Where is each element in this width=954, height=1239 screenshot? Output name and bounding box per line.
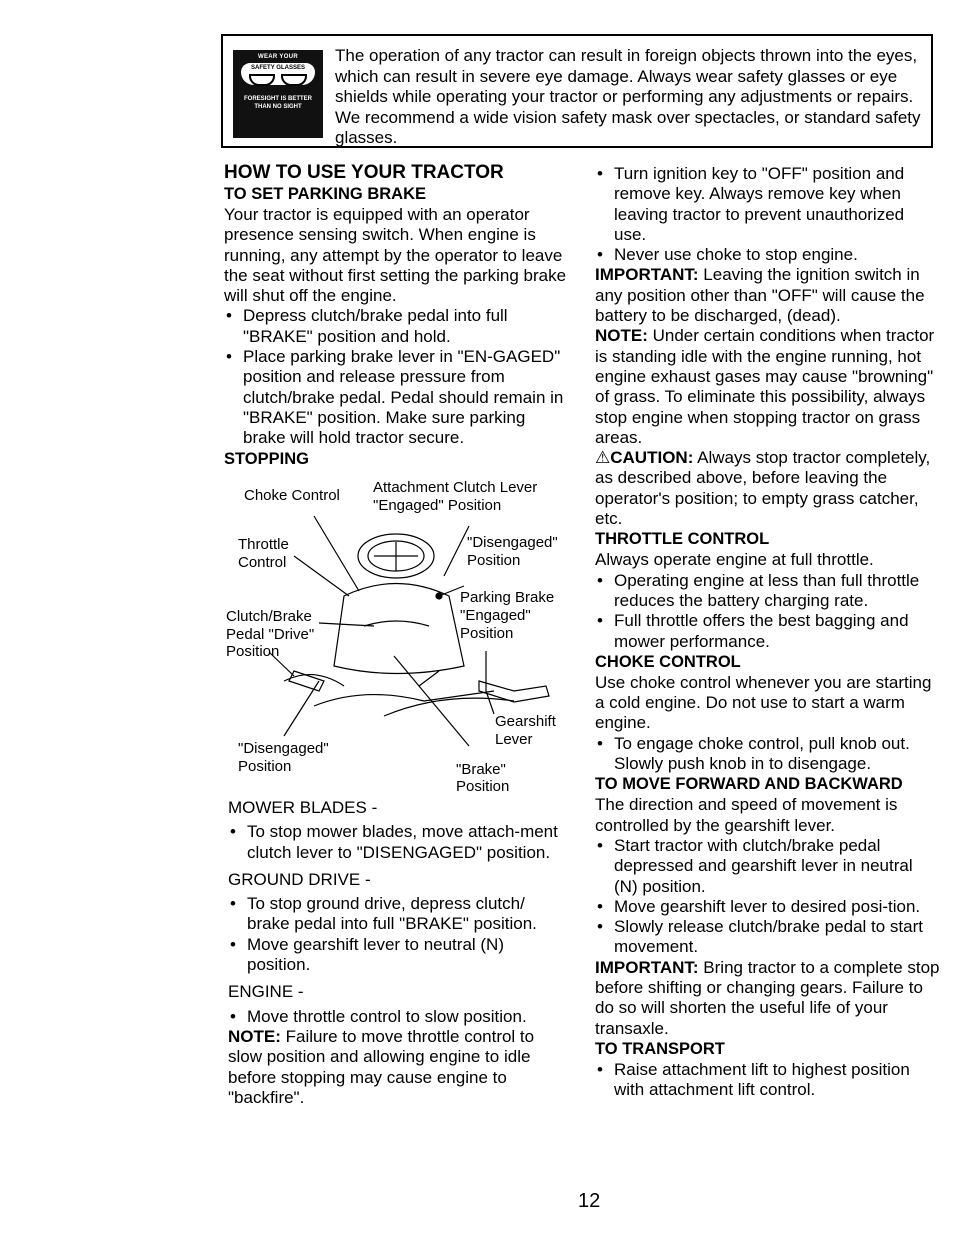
important-label: IMPORTANT: — [595, 265, 699, 285]
label-throttle-control: Control — [238, 554, 287, 571]
ground-bullet-1: • To stop ground drive, depress clutch/ brake pedal into full "BRAKE" position. — [228, 894, 568, 935]
label-throttle: Throttle — [238, 536, 289, 553]
left-column-lower — [228, 798, 568, 1108]
move-heading: TO MOVE FORWARD AND BACKWARD — [595, 775, 903, 794]
move-intro: The direction and speed of movement is controlled by the gearshift lever. — [595, 795, 898, 835]
choke-heading: CHOKE CONTROL — [595, 652, 741, 671]
caution-paragraph — [595, 448, 940, 529]
label-attachment-clutch-lever: Attachment Clutch Lever — [373, 479, 538, 496]
note-label: NOTE: — [228, 1026, 281, 1046]
engine-note — [228, 1027, 568, 1108]
move-bullet-2: • Move gearshift lever to desired posi-tion. — [595, 897, 940, 917]
glasses-icon — [241, 63, 315, 85]
parking-brake-heading: TO SET PARKING BRAKE — [224, 185, 426, 203]
note-text-right: Under certain conditions when tractor is standing idle with the engine running, hot engine exhaust gases may cause "browning" of grass. To eliminate this possibility, always stop engine when stopping tractor on grass areas. — [595, 326, 935, 447]
throttle-bullet-2: • Full throttle offers the best bagging and mower performance. — [595, 611, 940, 652]
ignition-bullet: • Turn ignition key to "OFF" position and remove key. Always remove key when leaving tractor to prevent unauthorized use. — [595, 164, 940, 245]
label-clutch-position: Position — [226, 643, 280, 660]
label-parking-brake: Parking Brake — [460, 589, 555, 606]
move-bullet-3: • Slowly release clutch/brake pedal to start movement. — [595, 917, 940, 958]
note-browning — [595, 326, 940, 448]
transport-heading: TO TRANSPORT — [595, 1039, 725, 1058]
safety-warning-box — [221, 34, 933, 148]
label-gearshift-lever: Lever — [495, 731, 533, 748]
parking-bullet-1: • Depress clutch/brake pedal into full "BRAKE" position and hold. — [224, 306, 572, 347]
engine-heading: ENGINE - — [228, 982, 304, 1002]
move-bullet-1: • Start tractor with clutch/brake pedal depressed and gearshift lever in neutral (N) position. — [595, 836, 940, 897]
caution-text: Always stop tractor completely, as described above, before leaving the operator's position; to empty grass catcher, etc. — [595, 448, 931, 529]
note-label-right: NOTE: — [595, 326, 648, 346]
label-brake-position: Position — [456, 778, 510, 795]
important-text-2: Bring tractor to a complete stop before shifting or changing gears. Failure to do so will shorten the useful life of your transaxle. — [595, 957, 940, 1038]
logo-line-1: WEAR YOUR — [258, 54, 298, 60]
transport-bullet-1: • Raise attachment lift to highest position with attachment lift control. — [595, 1060, 940, 1101]
note-text: Failure to move throttle control to slow position and allowing engine to idle before stopping may cause engine to "backfire". — [228, 1026, 535, 1107]
logo-line-4: THAN NO SIGHT — [254, 104, 302, 110]
label-brake: "Brake" — [456, 761, 506, 778]
stopping-heading: STOPPING — [224, 449, 309, 468]
throttle-heading: THROTTLE CONTROL — [595, 530, 770, 549]
label-clutch-brake: Clutch/Brake — [226, 608, 312, 625]
label-disengaged-bottom-position: Position — [238, 758, 292, 775]
parking-brake-intro: Your tractor is equipped with an operator presence sensing switch. When engine is running, any attempt by the operator to leave the seat without first setting the parking brake will shut off the engine. — [224, 205, 567, 306]
warning-text: The operation of any tractor can result in foreign objects thrown into the eyes, which can result in severe eye damage. Always wear safety glasses or eye shields while operating your tractor or performing any adjustments or repairs. We recommend a wide vision safety mask over spectacles, or standard safety glasses. — [335, 46, 921, 147]
label-parking-position: Position — [460, 625, 514, 642]
engine-bullet-1: • Move throttle control to slow position. — [228, 1007, 568, 1027]
ground-drive-heading: GROUND DRIVE - — [228, 869, 371, 889]
caution-icon: ⚠ — [595, 448, 611, 468]
ground-bullet-2: • Move gearshift lever to neutral (N) position. — [228, 935, 568, 976]
left-column — [224, 162, 572, 470]
label-disengaged-top-position: Position — [467, 552, 521, 569]
right-column — [595, 164, 940, 1100]
safety-glasses-logo-icon — [233, 50, 323, 138]
parking-bullet-2: • Place parking brake lever in "EN-GAGED" position and release pressure from clutch/brake pedal. Pedal should remain in "BRAKE" position. Make sure parking brake will hold tractor secure. — [224, 347, 572, 448]
choke-bullet-1: • To engage choke control, pull knob out. Slowly push knob in to disengage. — [595, 734, 940, 775]
caution-label: CAUTION: — [610, 448, 694, 468]
important-gears — [595, 958, 940, 1039]
important-text: Leaving the ignition switch in any position other than "OFF" will cause the battery to be discharged, (dead). — [595, 265, 925, 326]
label-disengaged-top: "Disengaged" — [467, 534, 558, 551]
important-label-2: IMPORTANT: — [595, 957, 699, 977]
label-attachment-engaged: "Engaged" Position — [373, 497, 502, 514]
important-ignition — [595, 265, 940, 326]
label-disengaged-bottom: "Disengaged" — [238, 740, 329, 757]
label-choke-control: Choke Control — [244, 487, 340, 504]
tractor-controls-diagram — [224, 476, 574, 798]
mower-blades-heading: MOWER BLADES - — [228, 798, 378, 817]
logo-line-2: SAFETY GLASSES — [251, 65, 305, 71]
throttle-bullet-1: • Operating engine at less than full throttle reduces the battery charging rate. — [595, 571, 940, 612]
label-gearshift: Gearshift — [495, 713, 556, 730]
label-pedal-drive: Pedal "Drive" — [226, 626, 315, 643]
throttle-intro: Always operate engine at full throttle. — [595, 550, 874, 570]
page-title: HOW TO USE YOUR TRACTOR — [224, 162, 504, 183]
mower-bullet-1: • To stop mower blades, move attach-ment clutch lever to "DISENGAGED" position. — [228, 822, 568, 863]
choke-bullet: • Never use choke to stop engine. — [595, 245, 940, 265]
page-number: 12 — [578, 1190, 601, 1212]
choke-intro: Use choke control whenever you are starting a cold engine. Do not use to start a warm engine. — [595, 672, 932, 733]
label-parking-engaged: "Engaged" — [460, 607, 531, 624]
logo-line-3: FORESIGHT IS BETTER — [243, 96, 312, 102]
